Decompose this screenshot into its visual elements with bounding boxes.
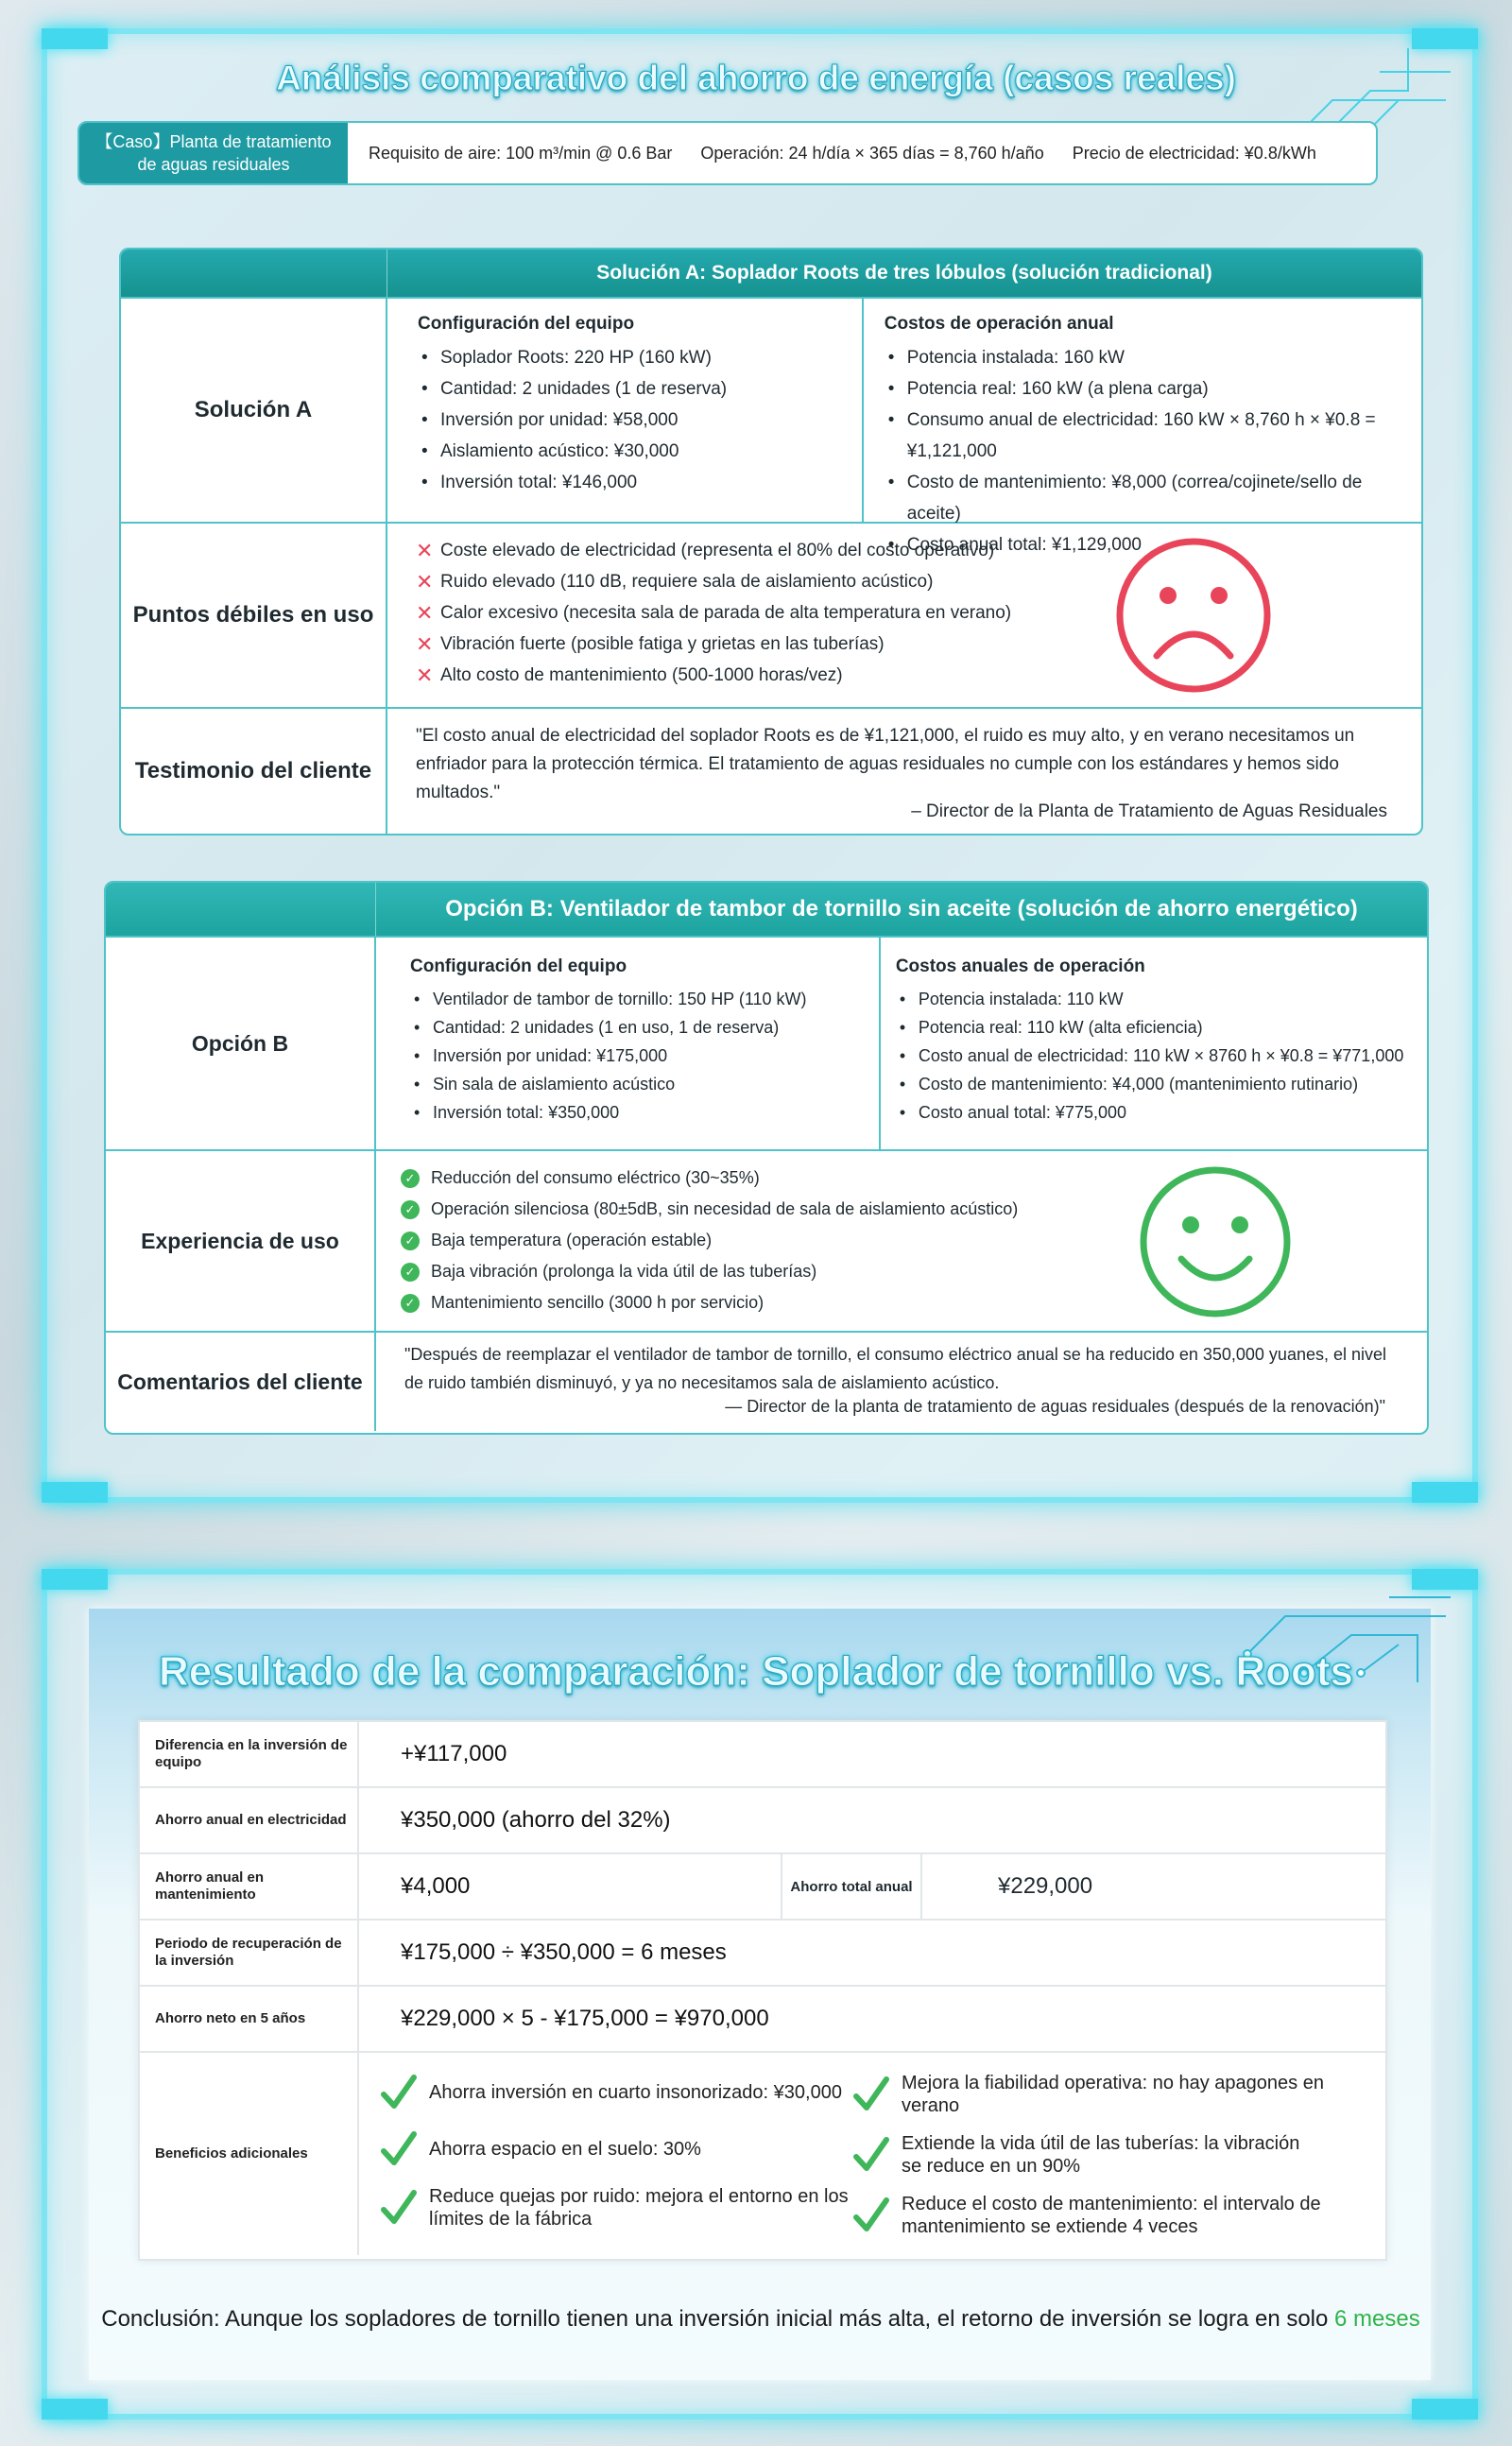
list-item: Ahorra espacio en el suelo: 30%: [380, 2128, 852, 2170]
case-info-bar: [77, 121, 1378, 185]
check-circle-icon: ✓: [401, 1200, 420, 1219]
list-item: • Cantidad: 2 unidades (1 en uso, 1 de reserva): [410, 1013, 858, 1042]
conclusion-text: Conclusión: Aunque los sopladores de tornillo tienen una inversión inicial más alta, el retorno de inversión se logra en solo: [101, 2306, 1329, 2332]
cross-icon: ✕: [416, 539, 434, 562]
row-label: Diferencia en la inversión de equipo: [140, 1722, 359, 1786]
list-item: • Inversión por unidad: ¥58,000: [418, 405, 841, 436]
list-item: Mejora la fiabilidad operativa: no hay apagones en verano: [852, 2072, 1325, 2117]
testimony-row: [121, 707, 1421, 834]
list-item: • Costo de mantenimiento: ¥4,000 (mantenimiento rutinario): [896, 1070, 1406, 1098]
table-row: [140, 1722, 1385, 1786]
page-title: Análisis comparativo del ahorro de energía (casos reales): [276, 59, 1236, 97]
solution-b-header: Opción B: Ventilador de tambor de tornillo sin aceite (solución de ahorro energético): [445, 896, 1358, 922]
weak-points-label: Puntos débiles en uso: [121, 524, 387, 707]
list-item: • Inversión total: ¥146,000: [418, 467, 841, 498]
list-item: Alto costo de mantenimiento (500-1000 horas/vez): [440, 665, 843, 685]
table-row: [140, 1786, 1385, 1852]
testimony-signature: – Director de la Planta de Tratamiento de Aguas Residuales: [911, 801, 1387, 821]
list-item: • Inversión por unidad: ¥175,000: [410, 1042, 858, 1070]
list-item: • Potencia instalada: 160 kW: [885, 342, 1400, 373]
testimony-text: "El costo anual de electricidad del soplador Roots es de ¥1,121,000, el ruido es muy alto, y en verano necesitamos un enfriador para la protección térmica. El tratamiento de aguas residuales no cumple con los estándares y hemos sido multados.": [416, 726, 1355, 802]
table-row: [140, 2051, 1385, 2255]
list-item: • Potencia real: 110 kW (alta eficiencia): [896, 1013, 1406, 1042]
costs-title: Costos anuales de operación: [895, 956, 1145, 976]
case-tag: 【Caso】Planta de tratamiento de aguas residuales: [79, 123, 348, 183]
list-item: Operación silenciosa (80±5dB, sin necesidad de sala de aislamiento acústico): [431, 1199, 1019, 1218]
list-item: Calor excesivo (necesita sala de parada de alta temperatura en verano): [440, 603, 1012, 623]
solution-a-table: [119, 248, 1423, 835]
row-label: Ahorro anual en mantenimiento: [140, 1854, 359, 1919]
row-value: +¥117,000: [401, 1741, 507, 1766]
table-row: [140, 1919, 1385, 1985]
list-item: • Aislamiento acústico: ¥30,000: [418, 436, 841, 467]
check-icon: [380, 2074, 418, 2111]
happy-face-icon: [1136, 1163, 1295, 1321]
row-value: ¥4,000: [359, 1854, 782, 1919]
list-item: • Potencia real: 160 kW (a plena carga): [885, 373, 1400, 405]
list-item: • Costo de mantenimiento: ¥8,000 (correa/cojinete/sello de aceite): [885, 467, 1400, 529]
list-item: • Inversión total: ¥350,000: [410, 1098, 858, 1127]
conclusion-highlight: 6 meses: [1334, 2306, 1420, 2332]
config-title: Configuración del equipo: [410, 956, 627, 976]
solution-a-label: Solución A: [121, 299, 387, 522]
list-item: Mantenimiento sencillo (3000 h por servicio): [431, 1293, 765, 1312]
cross-icon: ✕: [416, 663, 434, 687]
check-circle-icon: ✓: [401, 1294, 420, 1313]
check-icon: [380, 2189, 418, 2227]
row-label: Ahorro neto en 5 años: [140, 1987, 359, 2051]
solution-b-table: [104, 881, 1429, 1435]
list-item: Reduce el costo de mantenimiento: el intervalo de mantenimiento se extiende 4 veces: [852, 2193, 1325, 2238]
list-item: Ruido elevado (110 dB, requiere sala de aislamiento acústico): [440, 572, 934, 592]
weak-points-row: [121, 522, 1421, 707]
list-item: • Soplador Roots: 220 HP (160 kW): [418, 342, 841, 373]
costs-title: Costos de operación anual: [884, 314, 1114, 334]
conclusion: [66, 2306, 1455, 2333]
check-icon: [380, 2130, 418, 2168]
list-item: Vibración fuerte (posible fatiga y grietas en las tuberías): [440, 634, 885, 654]
solution-a-header: Solución A: Soplador Roots de tres lóbulos (solución tradicional): [596, 262, 1212, 284]
list-item: • Costo anual de electricidad: 110 kW × 8760 h × ¥0.8 = ¥771,000: [896, 1042, 1406, 1070]
list-item: • Potencia instalada: 110 kW: [896, 985, 1406, 1013]
experience-label: Experiencia de uso: [106, 1151, 376, 1331]
solution-b-label: Opción B: [106, 938, 376, 1149]
comments-row: [106, 1331, 1427, 1431]
testimony-label: Testimonio del cliente: [121, 709, 387, 834]
check-circle-icon: ✓: [401, 1263, 420, 1282]
check-icon: [852, 2136, 890, 2174]
row-value: ¥229,000: [998, 1873, 1093, 1899]
check-circle-icon: ✓: [401, 1169, 420, 1188]
cross-icon: ✕: [416, 570, 434, 594]
comments-text: "Después de reemplazar el ventilador de tambor de tornillo, el consumo eléctrico anual se ha reducido en 350,000 yuanes, el nivel de ruido también disminuyó, y ya no necesitamos sala de aislamiento acústico.: [404, 1345, 1387, 1392]
experience-row: [106, 1149, 1427, 1331]
list-item: • Costo anual total: ¥775,000: [896, 1098, 1406, 1127]
sad-face-icon: [1113, 535, 1274, 696]
config-title: Configuración del equipo: [418, 314, 635, 334]
list-item: Extiende la vida útil de las tuberías: la vibración se reduce en un 90%: [852, 2132, 1325, 2178]
solution-b-row: [106, 936, 1427, 1149]
check-icon: [852, 2076, 890, 2113]
list-item: • Sin sala de aislamiento acústico: [410, 1070, 858, 1098]
row-value: ¥229,000 × 5 - ¥175,000 = ¥970,000: [401, 2006, 769, 2031]
table-row: [140, 1985, 1385, 2051]
row-label: Beneficios adicionales: [140, 2053, 359, 2255]
row-label: Periodo de recuperación de la inversión: [140, 1921, 359, 1985]
row-value: ¥350,000 (ahorro del 32%): [401, 1807, 671, 1833]
list-item: Ahorra inversión en cuarto insonorizado: ¥30,000: [380, 2072, 852, 2113]
row-value: ¥175,000 ÷ ¥350,000 = 6 meses: [401, 1939, 727, 1965]
result-table: [138, 1720, 1387, 2261]
operation-hours: Operación: 24 h/día × 365 días = 8,760 h/año: [700, 143, 1044, 163]
cross-icon: ✕: [416, 601, 434, 625]
list-item: Coste elevado de electricidad (representa el 80% del costo operativo): [440, 541, 995, 560]
comments-label: Comentarios del cliente: [106, 1333, 376, 1431]
air-requirement: Requisito de aire: 100 m³/min @ 0.6 Bar: [369, 143, 673, 163]
cross-icon: ✕: [416, 632, 434, 656]
list-item: Reducción del consumo eléctrico (30~35%): [431, 1168, 760, 1187]
comments-signature: — Director de la planta de tratamiento de aguas residuales (después de la renovación)": [725, 1397, 1385, 1416]
row-label: Ahorro anual en electricidad: [140, 1788, 359, 1852]
list-item: • Costo anual total: ¥1,129,000: [885, 529, 1400, 560]
list-item: • Consumo anual de electricidad: 160 kW × 8,760 h × ¥0.8 = ¥1,121,000: [885, 405, 1400, 467]
list-item: • Ventilador de tambor de tornillo: 150 HP (110 kW): [410, 985, 858, 1013]
row-label: Ahorro total anual: [782, 1854, 922, 1919]
electricity-price: Precio de electricidad: ¥0.8/kWh: [1072, 143, 1316, 163]
list-item: • Cantidad: 2 unidades (1 de reserva): [418, 373, 841, 405]
list-item: Reduce quejas por ruido: mejora el entorno en los límites de la fábrica: [380, 2185, 852, 2231]
list-item: Baja vibración (prolonga la vida útil de las tuberías): [431, 1262, 817, 1281]
list-item: Baja temperatura (operación estable): [431, 1231, 713, 1249]
check-circle-icon: ✓: [401, 1232, 420, 1250]
result-title: Resultado de la comparación: Soplador de tornillo vs. Roots: [159, 1648, 1353, 1695]
check-icon: [852, 2196, 890, 2234]
table-row: [140, 1852, 1385, 1919]
